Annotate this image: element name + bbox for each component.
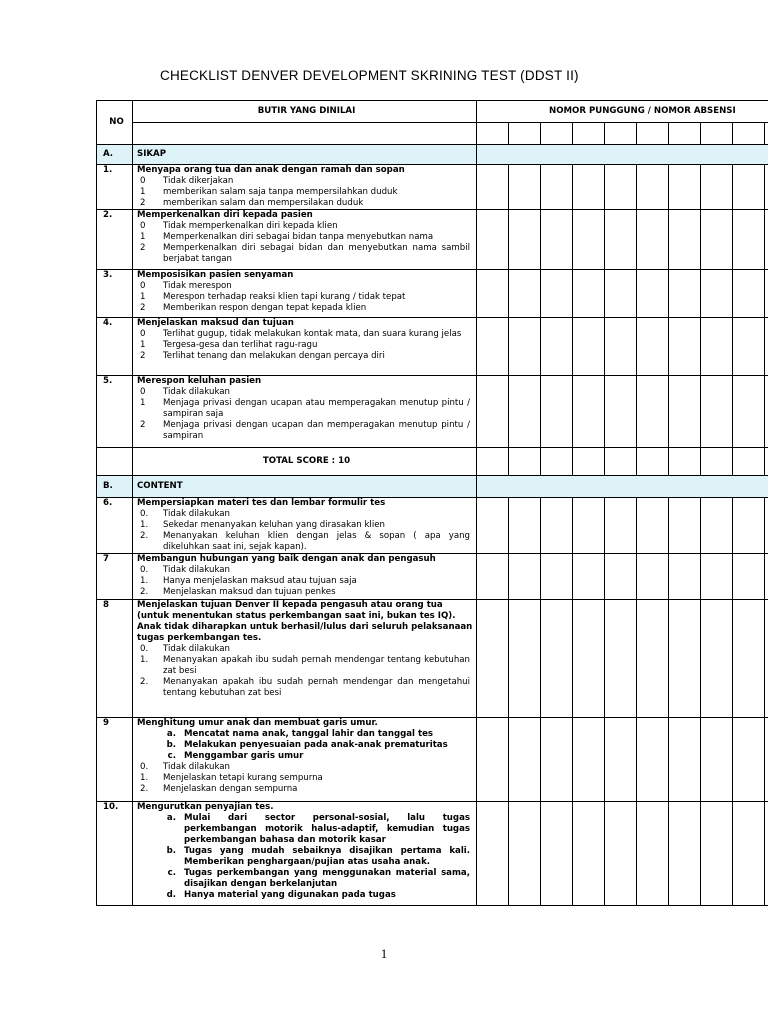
item-content — [133, 718, 477, 802]
score-option-text: Tidak memperkenalkan diri kepada klien — [163, 221, 338, 231]
score-option-value: 2 — [140, 243, 146, 253]
total-score-cell[interactable] — [733, 448, 765, 476]
score-option-value: 2 — [140, 420, 146, 430]
score-option — [137, 176, 476, 187]
score-option-value: 0. — [140, 644, 149, 654]
item-row — [97, 498, 768, 554]
score-option-text: Menanyakan apakah ibu sudah pernah mendengar dan mengetahui tentang kebutuhan zat besi — [163, 677, 470, 698]
item-score-cell[interactable] — [765, 318, 768, 376]
total-score-cell[interactable] — [509, 448, 541, 476]
score-option-text: Tidak dilakukan — [163, 565, 230, 575]
item-score-cell[interactable] — [509, 210, 541, 270]
score-option — [137, 221, 476, 232]
score-option — [137, 762, 476, 773]
item-score-cell[interactable] — [669, 318, 701, 376]
item-score-cell[interactable] — [765, 165, 768, 210]
score-option — [137, 387, 476, 398]
item-score-cell[interactable] — [669, 554, 701, 600]
item-score-cell[interactable] — [509, 376, 541, 448]
score-option-text: Terlihat gugup, tidak melakukan kontak mata, dan suara kurang jelas — [163, 329, 462, 339]
score-option-value: 2. — [140, 587, 149, 597]
score-option-text: Sekedar menanyakan keluhan yang dirasakan klien — [163, 520, 385, 530]
header-score-cell[interactable] — [477, 123, 509, 145]
sub-step-text: Melakukan penyesuaian pada anak-anak prematuritas — [184, 740, 448, 750]
item-row — [97, 718, 768, 802]
item-sub-step — [137, 740, 476, 751]
item-score-cell[interactable] — [509, 718, 541, 802]
score-option — [137, 420, 476, 442]
item-score-cell[interactable] — [541, 318, 573, 376]
item-number: 2. — [97, 210, 133, 270]
item-score-cell[interactable] — [541, 165, 573, 210]
score-option-text: Terlihat tenang dan melakukan dengan percaya diri — [163, 351, 385, 361]
item-score-cell[interactable] — [605, 600, 637, 718]
sub-step-letter: a. — [166, 813, 176, 823]
item-question: Menyapa orang tua dan anak dengan ramah dan sopan — [137, 165, 405, 175]
item-score-cell[interactable] — [733, 718, 765, 802]
item-content — [133, 554, 477, 600]
score-option-value: 1. — [140, 576, 149, 586]
score-option-text: Merespon terhadap reaksi klien tapi kurang / tidak tepat — [163, 292, 406, 302]
item-number: 8 — [97, 600, 133, 718]
score-option-text: Menjaga privasi dengan ucapan atau memperagakan menutup pintu / sampiran saja — [163, 398, 470, 419]
score-option — [137, 198, 476, 209]
total-blank — [97, 448, 133, 476]
sub-step-letter: a. — [166, 729, 176, 739]
sub-step-letter: b. — [166, 740, 176, 750]
document-title: CHECKLIST DENVER DEVELOPMENT SKRINING TEST (DDST II) — [160, 68, 579, 83]
item-score-cell[interactable] — [477, 210, 509, 270]
item-score-cell[interactable] — [605, 498, 637, 554]
item-score-cell[interactable] — [637, 718, 669, 802]
item-content — [133, 600, 477, 718]
header-butir: BUTIR YANG DINILAI — [133, 101, 477, 123]
item-row — [97, 554, 768, 600]
item-sub-step — [137, 890, 476, 901]
item-content — [133, 498, 477, 554]
section-code: A. — [97, 145, 133, 165]
item-question: Merespon keluhan pasien — [137, 376, 262, 386]
score-option-value: 1 — [140, 398, 146, 408]
score-option-text: Menanyakan keluhan klien dengan jelas & sopan ( apa yang dikeluhkan saat ini, sejak kapan). — [163, 531, 470, 552]
item-score-cell[interactable] — [701, 718, 733, 802]
sub-step-text: Mulai dari sector personal-sosial, lalu tugas perkembangan motorik halus-adaptif, kemudian tugas perkembangan bahasa dan motorik kasar — [184, 813, 470, 845]
score-option-value: 0 — [140, 221, 146, 231]
item-score-cell[interactable] — [541, 802, 573, 906]
score-option — [137, 587, 476, 598]
item-score-cell[interactable] — [573, 210, 605, 270]
item-content — [133, 802, 477, 906]
item-score-cell[interactable] — [701, 802, 733, 906]
score-option — [137, 187, 476, 198]
score-option — [137, 576, 476, 587]
score-option — [137, 329, 476, 340]
item-score-cell[interactable] — [733, 802, 765, 906]
total-score-label: TOTAL SCORE : 10 — [133, 448, 477, 476]
item-question: Memposisikan pasien senyaman — [137, 270, 294, 280]
score-option — [137, 351, 476, 362]
score-option-value: 2 — [140, 198, 146, 208]
item-score-cell[interactable] — [605, 210, 637, 270]
item-content — [133, 376, 477, 448]
score-option-value: 0 — [140, 329, 146, 339]
item-sub-step — [137, 729, 476, 740]
header-butir-blank — [133, 123, 477, 145]
header-score-cell[interactable] — [701, 123, 733, 145]
item-score-cell[interactable] — [573, 318, 605, 376]
item-score-cell[interactable] — [573, 554, 605, 600]
item-score-cell[interactable] — [541, 554, 573, 600]
header-score-cell[interactable] — [669, 123, 701, 145]
item-score-cell[interactable] — [509, 600, 541, 718]
item-score-cell[interactable] — [637, 210, 669, 270]
item-question: Menjelaskan tujuan Denver II kepada pengasuh atau orang tua (untuk menentukan status perkembangan saat ini, bukan tes IQ). Anak tidak diharapkan untuk berhasil/lulus dari seluruh pelaksanaan tugas perkembangan tes. — [137, 600, 473, 643]
header-score-cell[interactable] — [573, 123, 605, 145]
score-option-text: Tidak dikerjakan — [163, 176, 234, 186]
item-score-cell[interactable] — [733, 270, 765, 318]
item-score-cell[interactable] — [573, 165, 605, 210]
item-score-cell[interactable] — [765, 718, 768, 802]
sub-step-text: Hanya material yang digunakan pada tugas — [184, 890, 396, 900]
item-content — [133, 318, 477, 376]
item-question: Membangun hubungan yang baik dengan anak dan pengasuh — [137, 554, 436, 564]
item-score-cell[interactable] — [765, 600, 768, 718]
score-option — [137, 303, 476, 314]
score-option — [137, 281, 476, 292]
score-option-value: 1 — [140, 232, 146, 242]
item-score-cell[interactable] — [509, 165, 541, 210]
score-option-text: Menjelaskan dengan sempurna — [163, 784, 298, 794]
header-row — [97, 101, 768, 123]
item-number: 4. — [97, 318, 133, 376]
item-score-cell[interactable] — [509, 802, 541, 906]
score-option-text: Menjaga privasi dengan ucapan dan memperagakan menutup pintu / sampiran — [163, 420, 470, 441]
item-score-cell[interactable] — [701, 165, 733, 210]
item-score-cell[interactable] — [733, 210, 765, 270]
score-option-text: Tidak dilakukan — [163, 387, 230, 397]
score-option — [137, 644, 476, 655]
item-score-cell[interactable] — [541, 600, 573, 718]
item-row — [97, 376, 768, 448]
item-sub-step — [137, 868, 476, 890]
item-score-cell[interactable] — [669, 210, 701, 270]
score-option — [137, 232, 476, 243]
item-score-cell[interactable] — [605, 554, 637, 600]
score-option-value: 1 — [140, 292, 146, 302]
item-score-cell[interactable] — [701, 600, 733, 718]
sub-step-letter: c. — [167, 751, 176, 761]
item-number: 9 — [97, 718, 133, 802]
item-score-cell[interactable] — [701, 210, 733, 270]
item-content — [133, 210, 477, 270]
score-option-value: 0. — [140, 762, 149, 772]
score-option — [137, 509, 476, 520]
item-score-cell[interactable] — [669, 600, 701, 718]
score-option-value: 2 — [140, 303, 146, 313]
section-title: SIKAP — [133, 145, 477, 165]
item-score-cell[interactable] — [509, 318, 541, 376]
item-score-cell[interactable] — [605, 165, 637, 210]
item-score-cell[interactable] — [477, 498, 509, 554]
score-option-value: 0 — [140, 387, 146, 397]
item-score-cell[interactable] — [605, 318, 637, 376]
total-score-cell[interactable] — [765, 448, 768, 476]
header-subrow — [97, 123, 768, 145]
total-score-cell[interactable] — [669, 448, 701, 476]
item-score-cell[interactable] — [637, 554, 669, 600]
score-option-value: 2. — [140, 784, 149, 794]
score-option-value: 1 — [140, 340, 146, 350]
item-score-cell[interactable] — [733, 165, 765, 210]
sub-step-text: Tugas perkembangan yang menggunakan material sama, disajikan dengan berkelanjutan — [184, 868, 470, 889]
section-band — [477, 145, 768, 165]
item-score-cell[interactable] — [669, 498, 701, 554]
score-option-text: Menjelaskan tetapi kurang sempurna — [163, 773, 323, 783]
sub-step-letter: b. — [166, 846, 176, 856]
item-number: 10. — [97, 802, 133, 906]
item-row — [97, 210, 768, 270]
item-score-cell[interactable] — [701, 376, 733, 448]
sub-step-text: Tugas yang mudah sebaiknya disajikan pertama kali. Memberikan penghargaan/pujian atas usaha anak. — [184, 846, 470, 867]
item-score-cell[interactable] — [637, 318, 669, 376]
item-score-cell[interactable] — [733, 498, 765, 554]
item-score-cell[interactable] — [541, 498, 573, 554]
score-option — [137, 520, 476, 531]
page-number: 1 — [380, 946, 388, 961]
score-option-value: 0 — [140, 281, 146, 291]
item-score-cell[interactable] — [541, 376, 573, 448]
header-score-cell[interactable] — [637, 123, 669, 145]
section-row — [97, 145, 768, 165]
item-score-cell[interactable] — [733, 554, 765, 600]
header-score-cell[interactable] — [509, 123, 541, 145]
score-option-text: Memperkenalkan diri sebagai bidan tanpa menyebutkan nama — [163, 232, 434, 242]
score-option — [137, 398, 476, 420]
item-row — [97, 165, 768, 210]
item-score-cell[interactable] — [509, 554, 541, 600]
item-content — [133, 270, 477, 318]
score-option-value: 1. — [140, 773, 149, 783]
item-number: 6. — [97, 498, 133, 554]
total-score-cell[interactable] — [637, 448, 669, 476]
sub-step-text: Menggambar garis umur — [184, 751, 304, 761]
item-score-cell[interactable] — [637, 802, 669, 906]
item-score-cell[interactable] — [669, 376, 701, 448]
item-score-cell[interactable] — [541, 270, 573, 318]
item-score-cell[interactable] — [637, 270, 669, 318]
item-score-cell[interactable] — [669, 802, 701, 906]
item-score-cell[interactable] — [701, 318, 733, 376]
item-score-cell[interactable] — [573, 270, 605, 318]
score-option-value: 1 — [140, 187, 146, 197]
item-number: 7 — [97, 554, 133, 600]
score-option-text: memberikan salam dan mempersilakan duduk — [163, 198, 364, 208]
item-score-cell[interactable] — [765, 376, 768, 448]
score-option — [137, 655, 476, 677]
total-score-cell[interactable] — [605, 448, 637, 476]
item-score-cell[interactable] — [477, 270, 509, 318]
score-option-value: 1. — [140, 520, 149, 530]
item-number: 1. — [97, 165, 133, 210]
item-row — [97, 600, 768, 718]
item-score-cell[interactable] — [477, 718, 509, 802]
item-score-cell[interactable] — [573, 376, 605, 448]
item-question: Memperkenalkan diri kepada pasien — [137, 210, 313, 220]
item-score-cell[interactable] — [477, 802, 509, 906]
score-option — [137, 531, 476, 553]
item-sub-step — [137, 751, 476, 762]
score-option-text: Hanya menjelaskan maksud atau tujuan saja — [163, 576, 357, 586]
item-content — [133, 165, 477, 210]
header-score-cell[interactable] — [765, 123, 768, 145]
score-option — [137, 340, 476, 351]
item-score-cell[interactable] — [605, 802, 637, 906]
item-score-cell[interactable] — [733, 376, 765, 448]
header-nomor: NOMOR PUNGGUNG / NOMOR ABSENSI — [477, 101, 768, 123]
score-option-value: 2. — [140, 531, 149, 541]
item-score-cell[interactable] — [637, 600, 669, 718]
item-score-cell[interactable] — [669, 165, 701, 210]
section-row — [97, 476, 768, 498]
item-score-cell[interactable] — [541, 718, 573, 802]
section-code: B. — [97, 476, 133, 498]
item-number: 5. — [97, 376, 133, 448]
item-score-cell[interactable] — [637, 498, 669, 554]
item-score-cell[interactable] — [765, 210, 768, 270]
item-score-cell[interactable] — [733, 318, 765, 376]
score-option — [137, 565, 476, 576]
total-score-cell[interactable] — [541, 448, 573, 476]
section-title: CONTENT — [133, 476, 477, 498]
total-score-cell[interactable] — [573, 448, 605, 476]
header-score-cell[interactable] — [605, 123, 637, 145]
score-option-value: 0 — [140, 176, 146, 186]
item-row — [97, 318, 768, 376]
item-score-cell[interactable] — [605, 376, 637, 448]
section-band — [477, 476, 768, 498]
total-score-cell[interactable] — [477, 448, 509, 476]
total-score-row — [97, 448, 768, 476]
item-question: Menghitung umur anak dan membuat garis umur. — [137, 718, 378, 728]
item-score-cell[interactable] — [701, 270, 733, 318]
score-option — [137, 773, 476, 784]
header-no: NO — [97, 101, 133, 145]
item-question: Menjelaskan maksud dan tujuan — [137, 318, 294, 328]
score-option-value: 0. — [140, 565, 149, 575]
total-score-cell[interactable] — [701, 448, 733, 476]
item-number: 3. — [97, 270, 133, 318]
score-option-text: Menjelaskan maksud dan tujuan penkes — [163, 587, 336, 597]
sub-step-letter: d. — [166, 890, 176, 900]
item-score-cell[interactable] — [637, 376, 669, 448]
item-sub-step — [137, 813, 476, 846]
item-score-cell[interactable] — [477, 165, 509, 210]
score-option-text: Menanyakan apakah ibu sudah pernah mendengar tentang kebutuhan zat besi — [163, 655, 470, 676]
header-score-cell[interactable] — [541, 123, 573, 145]
score-option-text: Memberikan respon dengan tepat kepada klien — [163, 303, 367, 313]
score-option-text: Memperkenalkan diri sebagai bidan dan menyebutkan nama sambil berjabat tangan — [163, 243, 470, 264]
header-score-cell[interactable] — [733, 123, 765, 145]
sub-step-text: Mencatat nama anak, tanggal lahir dan tanggal tes — [184, 729, 434, 739]
item-row — [97, 802, 768, 906]
item-score-cell[interactable] — [669, 718, 701, 802]
score-option-value: 0. — [140, 509, 149, 519]
score-option — [137, 677, 476, 699]
item-score-cell[interactable] — [573, 600, 605, 718]
item-score-cell[interactable] — [701, 498, 733, 554]
item-question: Mengurutkan penyajian tes. — [137, 802, 274, 812]
item-score-cell[interactable] — [765, 802, 768, 906]
item-score-cell[interactable] — [541, 210, 573, 270]
item-score-cell[interactable] — [573, 718, 605, 802]
item-score-cell[interactable] — [477, 318, 509, 376]
sub-step-letter: c. — [167, 868, 176, 878]
item-score-cell[interactable] — [637, 165, 669, 210]
item-score-cell[interactable] — [669, 270, 701, 318]
score-option-text: Tidak dilakukan — [163, 644, 230, 654]
item-score-cell[interactable] — [765, 554, 768, 600]
item-score-cell[interactable] — [477, 554, 509, 600]
item-score-cell[interactable] — [701, 554, 733, 600]
score-option — [137, 784, 476, 795]
score-option — [137, 292, 476, 303]
item-score-cell[interactable] — [765, 270, 768, 318]
score-option — [137, 243, 476, 265]
item-row — [97, 270, 768, 318]
item-score-cell[interactable] — [605, 718, 637, 802]
item-score-cell[interactable] — [573, 802, 605, 906]
item-score-cell[interactable] — [477, 600, 509, 718]
score-option-value: 1. — [140, 655, 149, 665]
item-sub-step — [137, 846, 476, 868]
item-score-cell[interactable] — [733, 600, 765, 718]
item-score-cell[interactable] — [509, 498, 541, 554]
score-option-text: Tergesa-gesa dan terlihat ragu-ragu — [163, 340, 318, 350]
item-score-cell[interactable] — [605, 270, 637, 318]
item-score-cell[interactable] — [509, 270, 541, 318]
score-option-value: 2. — [140, 677, 149, 687]
score-option-text: Tidak merespon — [163, 281, 232, 291]
score-option-text: Tidak dilakukan — [163, 509, 230, 519]
score-option-text: Tidak dilakukan — [163, 762, 230, 772]
item-score-cell[interactable] — [477, 376, 509, 448]
item-question: Mempersiapkan materi tes dan lembar formulir tes — [137, 498, 386, 508]
score-option-text: memberikan salam saja tanpa mempersilahkan duduk — [163, 187, 398, 197]
item-score-cell[interactable] — [573, 498, 605, 554]
item-score-cell[interactable] — [765, 498, 768, 554]
score-option-value: 2 — [140, 351, 146, 361]
checklist-table — [96, 100, 768, 906]
